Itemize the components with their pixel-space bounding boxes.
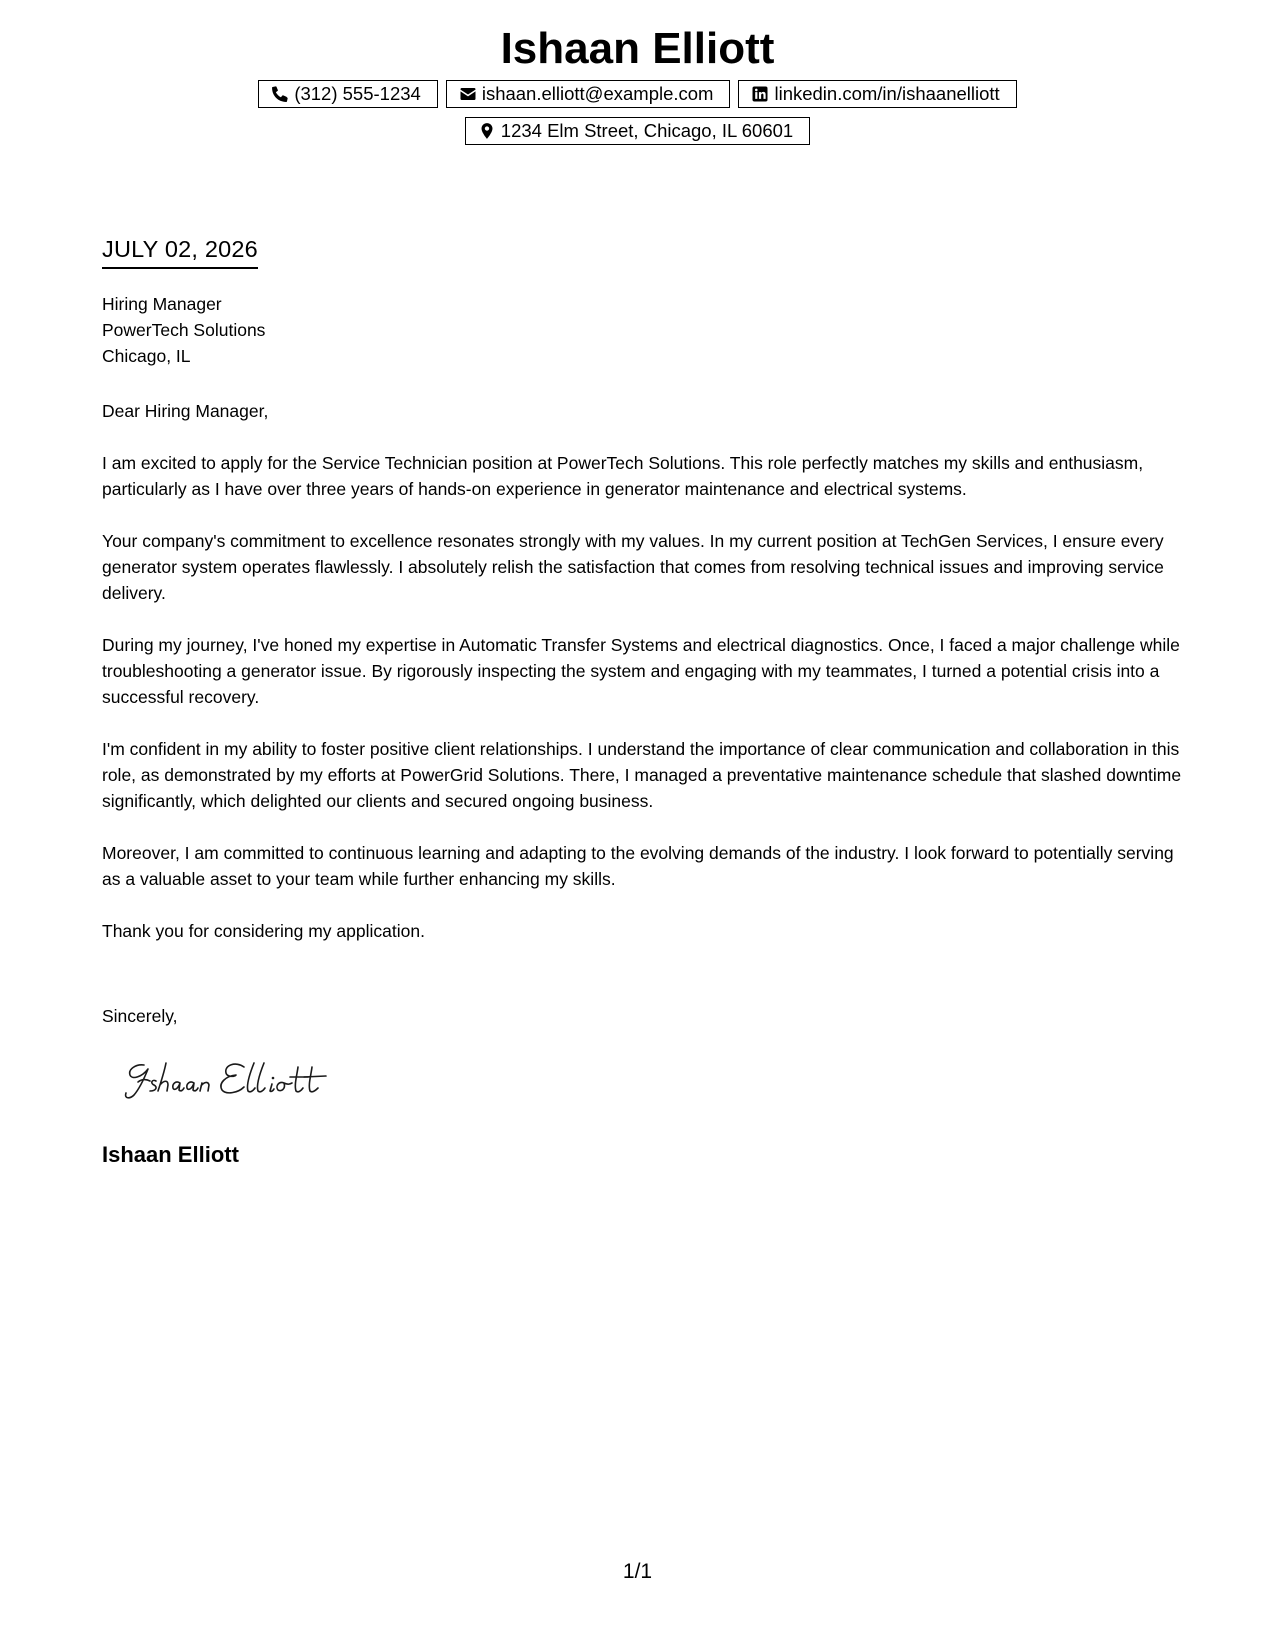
phone-icon xyxy=(271,85,289,103)
body-paragraph: Thank you for considering my application. xyxy=(102,921,425,941)
street-address: 1234 Elm Street, Chicago, IL 60601 xyxy=(500,120,794,141)
closing: Sincerely, xyxy=(102,1006,178,1026)
handwritten-signature xyxy=(122,1055,338,1105)
salutation: Dear Hiring Manager, xyxy=(102,401,269,421)
signer-name: Ishaan Elliott xyxy=(102,1142,239,1167)
address-row xyxy=(0,117,1275,145)
recipient-title: Hiring Manager xyxy=(102,294,222,314)
body-paragraph: Moreover, I am committed to continuous learning and adapting to the evolving demands of the industry. I look forward to potentially serving as a valuable asset to your team while further enhancing my skills. xyxy=(102,843,1174,889)
map-marker-icon xyxy=(478,122,496,140)
letter-date: JULY 02, 2026 xyxy=(102,233,258,269)
applicant-name: Ishaan Elliott xyxy=(500,24,775,73)
linkedin-contact[interactable] xyxy=(738,80,1016,108)
contact-info-row xyxy=(0,80,1275,108)
body-paragraph: I am excited to apply for the Service Technician position at PowerTech Solutions. This role perfectly matches my skills and enthusiasm, particularly as I have over three years of hands-on experience in generator maintenance and electrical systems. xyxy=(102,453,1144,499)
phone-number: (312) 555-1234 xyxy=(294,83,421,104)
linkedin-icon xyxy=(751,85,769,103)
address-contact xyxy=(465,117,810,145)
phone-contact xyxy=(258,80,438,108)
recipient-location: Chicago, IL xyxy=(102,346,191,366)
recipient-block xyxy=(102,291,265,369)
email-address: ishaan.elliott@example.com xyxy=(481,83,714,104)
letter-body xyxy=(102,450,1182,970)
body-paragraph: I'm confident in my ability to foster positive client relationships. I understand the importance of clear communication and collaboration in this role, as demonstrated by my efforts at PowerGrid Solutions. There, I managed a preventative maintenance schedule that slashed downtime significantly, which delighted our clients and secured ongoing business. xyxy=(102,739,1182,811)
page-number: 1/1 xyxy=(622,1560,653,1583)
linkedin-url: linkedin.com/in/ishaanelliott xyxy=(774,83,1000,104)
recipient-company: PowerTech Solutions xyxy=(102,320,266,340)
envelope-icon xyxy=(459,85,477,103)
body-paragraph: During my journey, I've honed my expertise in Automatic Transfer Systems and electrical diagnostics. Once, I faced a major challenge while troubleshooting a generator issue. By rigorously inspecting the system and engaging with my teammates, I turned a potential crisis into a successful recovery. xyxy=(102,635,1180,707)
body-paragraph: Your company's commitment to excellence resonates strongly with my values. In my current position at TechGen Services, I ensure every generator system operates flawlessly. I absolutely relish the satisfaction that comes from resolving technical issues and improving service delivery. xyxy=(102,531,1164,603)
email-contact[interactable] xyxy=(446,80,731,108)
